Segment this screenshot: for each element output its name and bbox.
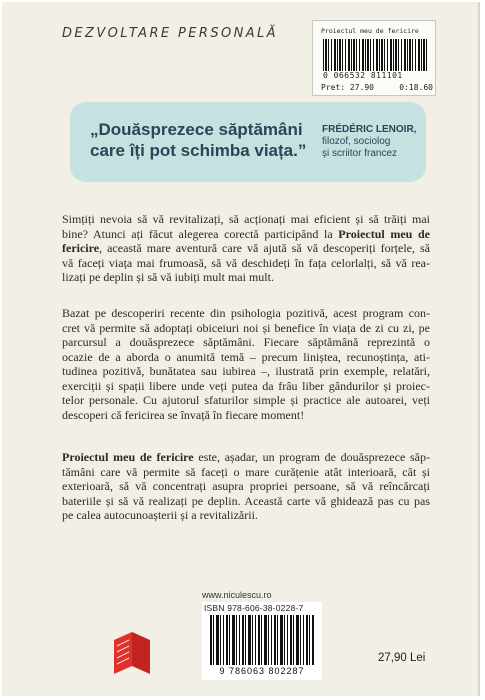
p1-line-5: lizați pe deplin și să vă iubiți mult mai mult. <box>62 270 274 284</box>
paragraph-3 <box>62 450 430 523</box>
author-name: FRÉDÉRIC LENOIR, <box>322 124 417 135</box>
author-role-1: filozof, sociolog <box>322 136 391 147</box>
sticker-time: 0:18.60 <box>399 83 433 92</box>
p3-line-5: pe calea autocunoașterii și a revitalizării. <box>62 508 258 522</box>
p2-line-6: exerciții și spații libere unde veți putea da frâu liber gândurilor și proiec- <box>62 378 430 393</box>
niculescu-logo-icon <box>114 632 150 674</box>
book-back-cover <box>2 2 480 696</box>
p2-line-1: Bazat pe descoperiri recente din psihologia pozitivă, acest program con- <box>62 306 430 320</box>
isbn-text: ISBN 978-606-38-0228-7 <box>204 603 304 613</box>
quote-text: „Douăsprezece săptămâni care îți pot schimba viața.” <box>90 120 307 160</box>
sticker-price: Pret: 27.90 <box>321 83 374 92</box>
sticker-title: Proiectul meu de fericire <box>321 27 419 35</box>
price-sticker <box>312 20 436 96</box>
publisher-website: www.niculescu.ro <box>202 590 272 600</box>
p1-line-1: Simțiți nevoia să vă revitalizați, să acționați mai eficient și să trăiți mai <box>62 212 430 226</box>
p1-line-2: bine? Atunci ați făcut alegerea corectă participând la Proiectul meu de <box>62 226 430 241</box>
sticker-code: 0 066532 811101 <box>323 71 403 80</box>
author-role-2: și scriitor francez <box>322 148 398 159</box>
isbn-barcode <box>202 602 322 680</box>
paragraph-1 <box>62 212 430 285</box>
p3-line-2: tămâni care vă permite să faceți o mare curățenie atât interioară, cât și <box>62 464 430 479</box>
p2-line-7: telor personale. Cu ajutorul sfaturilor simple și practice ale autoarei, veți <box>62 393 430 407</box>
p1-line-4: vă faceți viața mai frumoasă, să vă deschideți în fața celorlalți, să vă rea- <box>62 255 430 270</box>
p2-line-2: cret vă permite să adoptați obiceiuri noi și benefice în viața de zi cu zi, pe <box>62 320 430 335</box>
quote-box <box>70 102 426 182</box>
ean-number: 9 786063 802287 <box>219 666 305 676</box>
barcode-icon <box>210 615 314 665</box>
quote-author <box>322 124 422 160</box>
sticker-barcode-icon <box>323 39 427 71</box>
p3-line-1: Proiectul meu de fericire este, așadar, un program de douăsprezece săp- <box>62 450 430 464</box>
p3-line-3: exterioară, să vă concentrați asupra propriei persoane, să vă reîncărcați <box>62 479 430 493</box>
p2-line-8: descoperi că fericirea se învață în fiecare moment! <box>62 407 305 422</box>
p2-line-3: parcursul a douăsprezece săptămâni. Fiecare săptămână reprezintă o <box>62 335 430 349</box>
series-label: DEZVOLTARE PERSONALĂ <box>62 26 278 41</box>
cover-price: 27,90 Lei <box>378 652 426 664</box>
sticker-price-row <box>321 83 433 92</box>
p3-line-4: bateriile și să vă realizați pe deplin. Această carte vă ghidează pas cu pas <box>62 493 430 508</box>
p2-line-4: ocazie de a aborda o anumită temă – precum liniștea, recunoștința, ati- <box>62 349 430 364</box>
p2-line-5: tudinea pozitivă, bunătatea sau iubirea –, ilustrată prin exemple, relatări, <box>62 364 430 378</box>
paragraph-2 <box>62 306 430 422</box>
p1-line-3: fericire, această mare aventură care vă ajută să vă descoperiți forțele, să <box>62 241 430 255</box>
